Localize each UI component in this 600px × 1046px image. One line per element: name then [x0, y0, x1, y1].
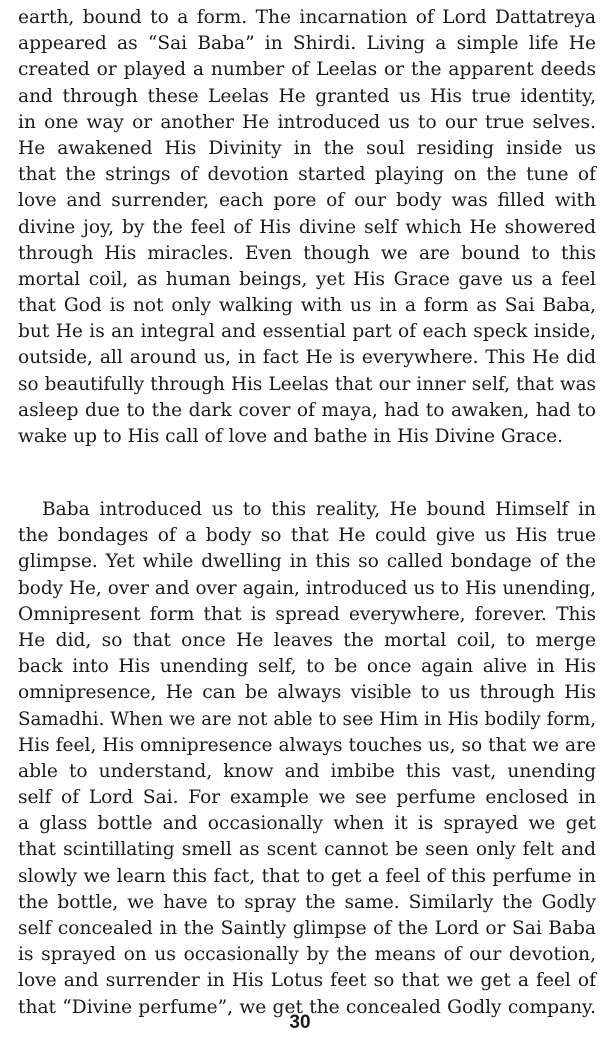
text-line: earth, bound to a form. The incarnation of Lord Dattatreya	[18, 7, 596, 28]
text-line: He awakened His Divinity in the soul residing inside us	[18, 137, 596, 159]
text-line: that “Divine perfume”, we get the concealed Godly company.	[18, 996, 596, 1018]
text-line: created or played a number of Leelas or the apparent deeds	[18, 59, 596, 81]
text-line: appeared as “Sai Baba” in Shirdi. Living a simple life He	[18, 33, 596, 55]
paragraph-2	[18, 497, 596, 1021]
text-line: a glass bottle and occasionally when it is sprayed we get	[18, 813, 596, 835]
text-line: the bottle, we have to spray the same. Similarly the Godly	[18, 891, 596, 913]
text-line: back into His unending self, to be once again alive in His	[18, 656, 596, 678]
text-line: and through these Leelas He granted us His true identity,	[18, 85, 596, 107]
paragraph-1	[18, 5, 596, 450]
text-line: Omnipresent form that is spread everywhere, forever. This	[18, 603, 596, 625]
text-line: able to understand, know and imbibe this vast, unending	[18, 760, 596, 782]
text-line: that the strings of devotion started playing on the tune of	[18, 164, 596, 186]
text-line: glimpse. Yet while dwelling in this so called bondage of the	[18, 551, 596, 573]
text-line: but He is an integral and essential part of each speck inside,	[18, 321, 596, 343]
text-line: love and surrender, each pore of our body was filled with	[18, 190, 596, 212]
text-line: self of Lord Sai. For example we see perfume enclosed in	[18, 787, 596, 809]
text-line: wake up to His call of love and bathe in His Divine Grace.	[18, 426, 564, 447]
text-line: is sprayed on us occasionally by the means of our devotion,	[18, 944, 596, 966]
page-number: 30	[289, 1012, 311, 1033]
text-line: self concealed in the Saintly glimpse of the Lord or Sai Baba	[18, 918, 596, 939]
text-line: that scintillating smell as scent cannot be seen only felt and	[18, 839, 596, 861]
text-line: outside, all around us, in fact He is everywhere. This He did	[18, 347, 596, 369]
text-line: slowly we learn this fact, that to get a feel of this perfume in	[18, 865, 596, 887]
text-line: so beautifully through His Leelas that our inner self, that was	[18, 373, 596, 395]
text-line: omnipresence, He can be always visible to us through His	[18, 682, 596, 704]
text-line: Baba introduced us to this reality, He bound Himself in	[42, 499, 596, 520]
text-line: Samadhi. When we are not able to see Him in His bodily form,	[18, 708, 596, 730]
text-line: that God is not only walking with us in a form as Sai Baba,	[18, 295, 596, 317]
text-line: divine joy, by the feel of His divine self which He showered	[18, 216, 596, 238]
text-line: His feel, His omnipresence always touches us, so that we are	[18, 734, 596, 756]
text-line: asleep due to the dark cover of maya, had to awaken, had to	[18, 399, 596, 421]
text-line: love and surrender in His Lotus feet so that we get a feel of	[18, 970, 596, 992]
text-line: mortal coil, as human beings, yet His Grace gave us a feel	[18, 268, 596, 290]
text-line: in one way or another He introduced us to our true selves.	[18, 111, 596, 133]
text-line: the bondages of a body so that He could give us His true	[18, 525, 596, 547]
text-line: body He, over and over again, introduced us to His unending,	[18, 577, 596, 599]
text-line: He did, so that once He leaves the mortal coil, to merge	[18, 629, 596, 651]
text-line: through His miracles. Even though we are bound to this	[18, 242, 596, 264]
